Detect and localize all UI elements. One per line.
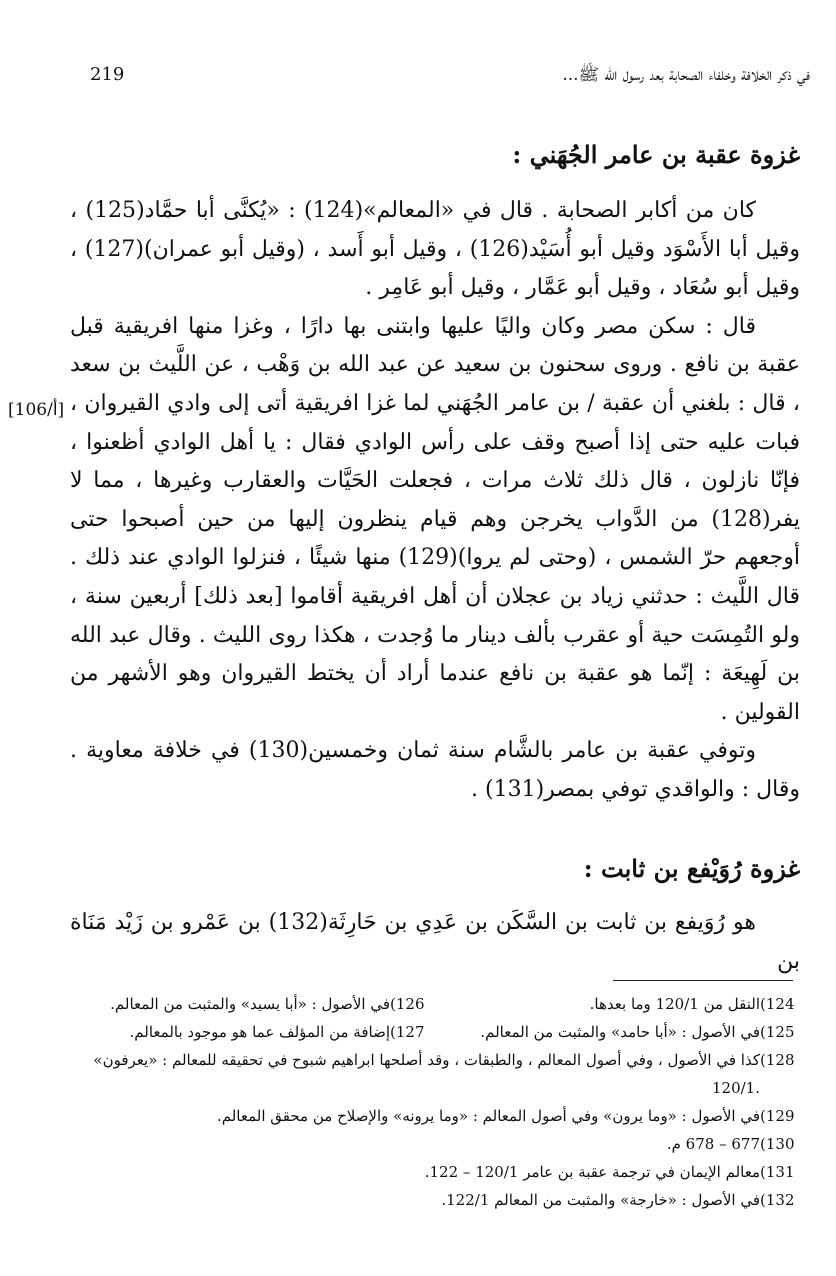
footnote-text: في الأصول : «أبا يسيد» والمثبت من المعالم. [110,995,390,1013]
section-body-ruwayfi [70,904,800,981]
paragraph: هو رُوَيفع بن ثابت بن السَّكَن بن عَدِي بن حَارِثَة(132) بن عَمْرو بن زَيْد مَنَاة بن [70,910,800,974]
footnote-text: معالم الإيمان في ترجمة عقبة بن عامر 120/1 – 122. [424,1163,760,1181]
running-title: في ذكر الخلافة وخلفاء الصحابة بعد رسول الله ﷺ... [562,65,810,85]
footnote [60,1130,800,1158]
footnote-number: (126 [390,995,425,1013]
footnote-separator [613,980,793,981]
footnotes [60,990,800,1214]
section-heading-uqba: غزوة عقبة بن عامر الجُهَني : [512,140,800,169]
paragraph: كان من أكابر الصحابة . قال في «المعالم»(124) : «يُكنَّى أبا حمَّاد(125) ، وقيل أبا الأَسْوَد وقيل أبو أُسَيْد(126) ، وقيل أبو أَسد ، (وقيل أبو عمران)(127) ، وقيل أبو سُعَاد ، وقيل أبو عَمَّار ، وقيل أبو عَامِر . [70,198,800,301]
footnote-row [60,1018,800,1046]
footnote-text: في الأصول : «وما يرون» وفي أصول المعالم : «وما يرونه» والإصلاح من محقق المعالم. [216,1107,760,1125]
footnote [60,1102,800,1130]
footnote-text: إضافة من المؤلف عما هو موجود بالمعالم. [129,1023,390,1041]
footnote-number: (129 [760,1107,795,1125]
footnote-text: في الأصول : «أبا حامد» والمثبت من المعالم. [480,1023,760,1041]
footnote [60,990,430,1018]
footnote-number: (128 [760,1051,795,1069]
footnote-text: كذا في الأصول ، وفي أصول المعالم ، والطبقات ، وقد أصلحها ابراهيم شبوح في تحقيقه للمعالم : «يعرفون» [93,1051,760,1069]
footnote-number: (124 [760,995,795,1013]
footnote [60,1186,800,1214]
footnote-text: 677 – 678 م. [666,1135,760,1153]
paragraph: قال : سكن مصر وكان واليًا عليها وابتنى بها دارًا ، وغزا منها افريقية قبل عقبة بن نافع . وروى سحنون بن سعيد عن عبد الله بن وَهْب ، عن اللَّيث بن سعد ، قال : بلغني أن عقبة / بن عامر الجُهَني لما غزا افريقية أتى إلى وادي القيروان ، فبات عليه حتى إذا أصبح وقف على رأس الوادي فقال : يا أهل الوادي أظعنوا ، فإنّا نازلون ، قال ذلك ثلاث مرات ، فجعلت الحَيَّات والعقارب وغيرها ، مما لا يفر(128) من الدَّواب يخرجن وهم قيام ينظرون إليها من حين أصبحوا حتى أوجعهم حرّ الشمس ، (وحتى لم يروا)(129) منها شيئًا ، فنزلوا الوادي عند ذلك . قال اللَّيث : حدثني زياد بن عجلان أن أهل افريقية أقاموا [بعد ذلك] أربعين سنة ، ولو التُمِسَت حية أو عقرب بألف دينار ما وُجدت ، هكذا روى الليث . وقال عبد الله بن لَهِيعَة : إنّما هو عقبة بن نافع عندما أراد أن يختط القيروان وهو الأشهر من القولين . [70,313,800,725]
footnote-number: (125 [760,1023,795,1041]
footnote [430,1018,800,1046]
footnote [60,1046,800,1074]
footnote-number: (132 [760,1191,795,1209]
footnote-number: (130 [760,1135,795,1153]
footnote-number: (131 [760,1163,795,1181]
footnote-number: (127 [390,1023,425,1041]
section-heading-ruwayfi: غزوة رُوَيْفع بن ثابت : [583,854,800,883]
footnote-row [60,990,800,1018]
footnote [60,1018,430,1046]
footnote-text: في الأصول : «خارجة» والمثبت من المعالم 122/1. [441,1191,760,1209]
margin-folio-note: [106/أ] [8,400,65,420]
paragraph: وتوفي عقبة بن عامر بالشَّام سنة ثمان وخمسين(130) في خلافة معاوية . وقال : والواقدي توفي بمصر(131) . [70,738,800,802]
footnote-text: النقل من 120/1 وما بعدها. [589,995,760,1013]
footnote [430,990,800,1018]
section-body-uqba [70,192,800,810]
footnote-continuation: .120/1 [711,1079,760,1097]
footnote [60,1158,800,1186]
page-number: 219 [90,64,125,85]
